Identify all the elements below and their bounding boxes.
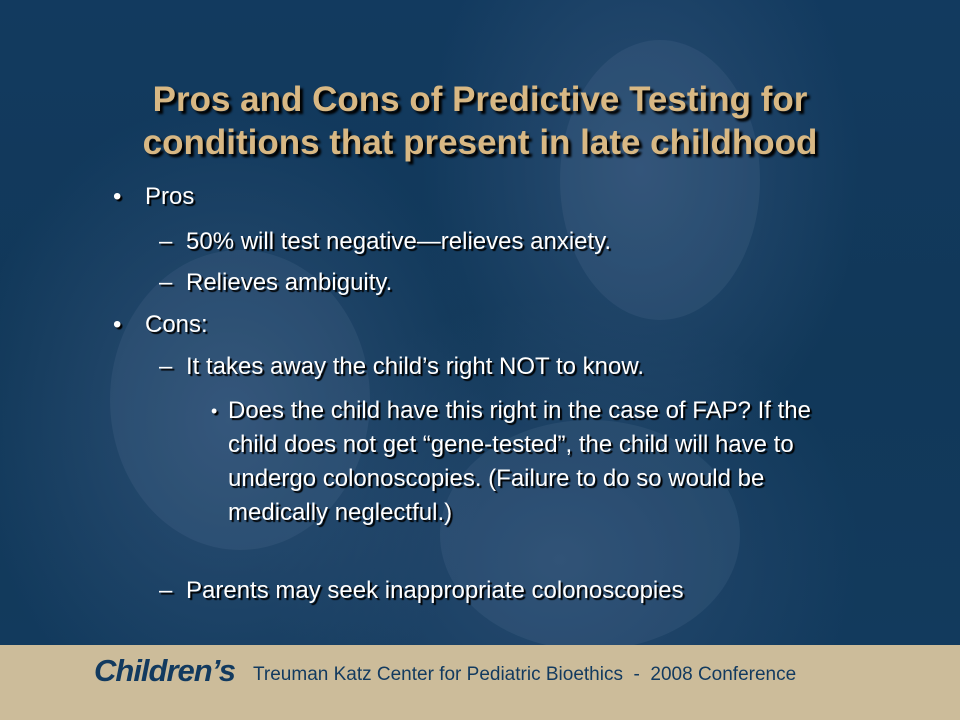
pros-item (159, 268, 393, 297)
pros-label: Pros (145, 183, 195, 210)
bullet-marker: • (113, 311, 122, 338)
cons-subitem-text: Does the child have this right in the case of FAP? If the child does not get “gene-tested”, the child will have to undergo colonoscopies. (Failure to do so would be medically neglectful.) (228, 397, 811, 526)
dash-marker: – (159, 353, 173, 380)
cons-item (159, 576, 684, 605)
bullet-marker: • (113, 183, 122, 210)
cons-item-text: Parents may seek inappropriate colonoscopies (186, 577, 684, 604)
childrens-logo: Children’s (94, 653, 236, 688)
bullet-pros (113, 182, 195, 211)
slide-title (60, 78, 900, 164)
pros-item (159, 227, 612, 256)
pros-item-text: Relieves ambiguity. (186, 269, 393, 296)
cons-item-text: It takes away the child’s right NOT to know. (186, 353, 644, 380)
dash-marker: – (159, 228, 173, 255)
cons-label: Cons: (145, 311, 208, 338)
pros-item-text: 50% will test negative—relieves anxiety. (186, 228, 612, 255)
cons-subitem (211, 394, 828, 530)
cons-item (159, 352, 644, 381)
dash-marker: – (159, 577, 173, 604)
title-line-1: Pros and Cons of Predictive Testing for (152, 80, 808, 119)
dash-marker: – (159, 269, 173, 296)
conference-caption: Treuman Katz Center for Pediatric Bioethics - 2008 Conference (253, 664, 797, 685)
bullet-cons (113, 310, 208, 339)
title-line-2: conditions that present in late childhood (142, 123, 818, 162)
bullet-marker: • (211, 401, 218, 421)
